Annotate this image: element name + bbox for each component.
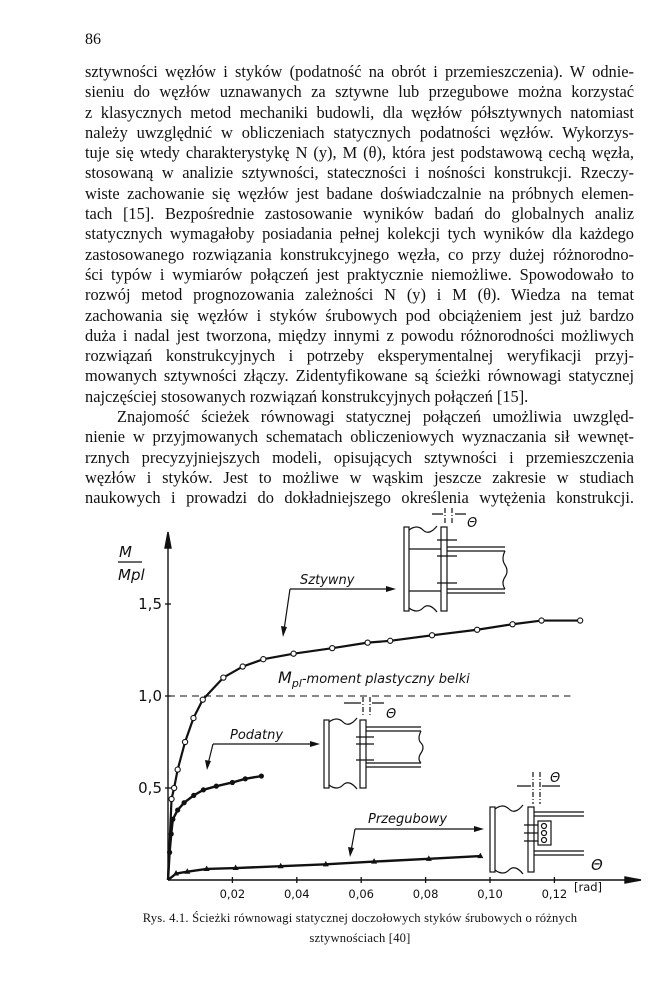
data-point (214, 784, 219, 789)
data-point (172, 785, 177, 790)
data-point (365, 640, 370, 645)
data-point (388, 638, 393, 643)
data-point (170, 817, 175, 822)
x-tick-label: 0,02 (219, 887, 246, 901)
x-label-theta: Θ (591, 856, 603, 874)
y-tick-label: 1,5 (138, 595, 162, 613)
y-tick-label: 0,5 (138, 779, 162, 797)
arrowhead-icon (474, 826, 484, 832)
series-line-podatny (168, 776, 261, 880)
text-line: zastosowanego rozwiązania konstrukcyjnego węzła, co przy dużej różnorodno- (85, 244, 634, 264)
data-point (169, 796, 174, 801)
x-tick-label: 0,04 (283, 887, 310, 901)
text-line: najczęściej stosowanych rozwiązań konstrukcyjnych połączeń [15]. (85, 386, 529, 406)
text-line: ści typów i wymiarów połączeń jest praktycznie niemożliwe. Spowodowało to (85, 264, 634, 284)
arrowhead-icon (281, 626, 287, 637)
theta-symbol-pinned: Θ (550, 771, 561, 786)
text-line: węzłów i styków. Jest to możliwe w wąskim jeszcze zakresie w studiach (85, 467, 634, 487)
text-line: rozwój metod prognozowania zależności N (y) i M (θ). Wiedza na temat (85, 285, 634, 305)
data-point (261, 657, 266, 662)
data-point (167, 850, 172, 855)
data-point (429, 633, 434, 638)
series-line-sztywny (168, 621, 580, 880)
data-point (169, 831, 174, 836)
figure-caption (90, 908, 630, 948)
data-point (510, 622, 515, 627)
text-line: statycznych wymagałoby posiadania pełnej kolekcji tych wyników dla każdego (85, 224, 634, 244)
y-label-numerator: M (119, 543, 132, 561)
label-przegubowy: Przegubowy (368, 812, 448, 827)
theta-symbol-rigid: Θ (467, 516, 478, 531)
data-point (240, 664, 245, 669)
text-line: wiste zachowanie się węzłów jest badane doświadczalnie na próbnych elemen- (85, 183, 634, 203)
series-line-przegubowy (168, 856, 480, 880)
x-unit: [rad] (574, 880, 603, 894)
arrowhead-icon (348, 847, 354, 857)
arrow-podatny (208, 744, 312, 764)
caption-line-2: sztywnościach [40] (309, 931, 411, 945)
x-axis-arrow (625, 877, 641, 883)
x-tick-label: 0,12 (541, 887, 568, 901)
reference-line-label: $M_{pl}$-moment plastyczny belki (278, 668, 470, 690)
text-line: tuje się wtedy charakterystykę N (y), M (θ), która jest podstawową cechą węzła, (85, 143, 634, 163)
text-line: zachowania się węzłów i styków śrubowych pod obciążeniem jest już bardzo (85, 305, 634, 325)
text-line: sieniu do węzłów uznawanych za sztywne lub przegubowe można korzystać (85, 82, 634, 102)
data-point (182, 800, 187, 805)
data-point (259, 773, 264, 778)
data-point (200, 697, 205, 702)
data-point (230, 780, 235, 785)
label-sztywny: Sztywny (300, 573, 355, 588)
text-line: sztywności węzłów i styków (podatność na obrót i przemieszczenia). W odnie- (85, 62, 634, 81)
text-line: z klasycznych metod mechaniki budowli, dla węzłów półsztywnych natomiast (85, 102, 634, 122)
semi-rigid-joint-drawing (324, 697, 423, 789)
x-tick-label: 0,08 (412, 887, 439, 901)
data-point (291, 651, 296, 656)
data-point (201, 787, 206, 792)
text-line: należy uwzględnić w obliczeniach statycznych podatności węzłów. Wykorzys- (85, 122, 634, 142)
data-point (191, 715, 196, 720)
arrow-przegubowy (351, 829, 476, 851)
y-axis-arrow (165, 532, 171, 548)
text-line: Znajomość ścieżek równowagi statycznej połączeń umożliwia uwzględ- (117, 407, 634, 427)
text-line: rozwiązań konstrukcyjnych i potrzeby eksperymentalnej weryfikacji przyj- (85, 346, 634, 366)
text-line: naukowych i prowadzi do dokładniejszego określenia wytężenia konstrukcji. (85, 488, 634, 508)
data-point (578, 618, 583, 623)
data-point (330, 646, 335, 651)
arrowhead-icon (386, 586, 396, 592)
arrowhead-icon (205, 760, 211, 770)
pinned-joint-drawing (490, 772, 584, 874)
data-point (182, 739, 187, 744)
text-line: rznych precyzyjniejszych modeli, opisujących sztywności i przemieszczenia (85, 447, 634, 467)
caption-line-1: Rys. 4.1. Ścieżki równowagi statycznej doczołowych styków śrubowych o różnych (142, 911, 578, 925)
page-number: 86 (85, 31, 101, 48)
arrowhead-icon (310, 741, 320, 747)
text-line: mowanych sztywności złączy. Zidentyfikowane są ścieżki równowagi statycznej (85, 366, 634, 386)
x-tick-label: 0,06 (348, 887, 375, 901)
text-line: stosowaną w analizie sztywności, stateczności i nośności konstrukcji. Rzeczy- (85, 163, 634, 183)
data-point (243, 776, 248, 781)
data-point (191, 793, 196, 798)
x-tick-label: 0,10 (477, 887, 503, 901)
arrow-sztywny (284, 589, 390, 630)
data-point (221, 675, 226, 680)
data-point (475, 627, 480, 632)
label-podatny: Podatny (230, 728, 284, 743)
text-line: duża i nadal jest tworzona, między innymi z powodu różnorodności możliwych (85, 325, 634, 345)
theta-symbol-semi-rigid: Θ (386, 707, 397, 722)
text-line: nienie w przyjmowanych schematach obliczeniowych wyznaczania sił wewnęt- (85, 427, 634, 447)
y-label-denominator: Mpl (118, 566, 145, 584)
rigid-joint-drawing (404, 508, 507, 612)
axes (165, 532, 641, 883)
data-point (175, 767, 180, 772)
text-line: tach [15]. Bezpośrednie zastosowanie wyników badań do globalnych analiz (85, 204, 634, 224)
data-point (539, 618, 544, 623)
data-point (175, 807, 180, 812)
y-tick-label: 1,0 (138, 687, 162, 705)
